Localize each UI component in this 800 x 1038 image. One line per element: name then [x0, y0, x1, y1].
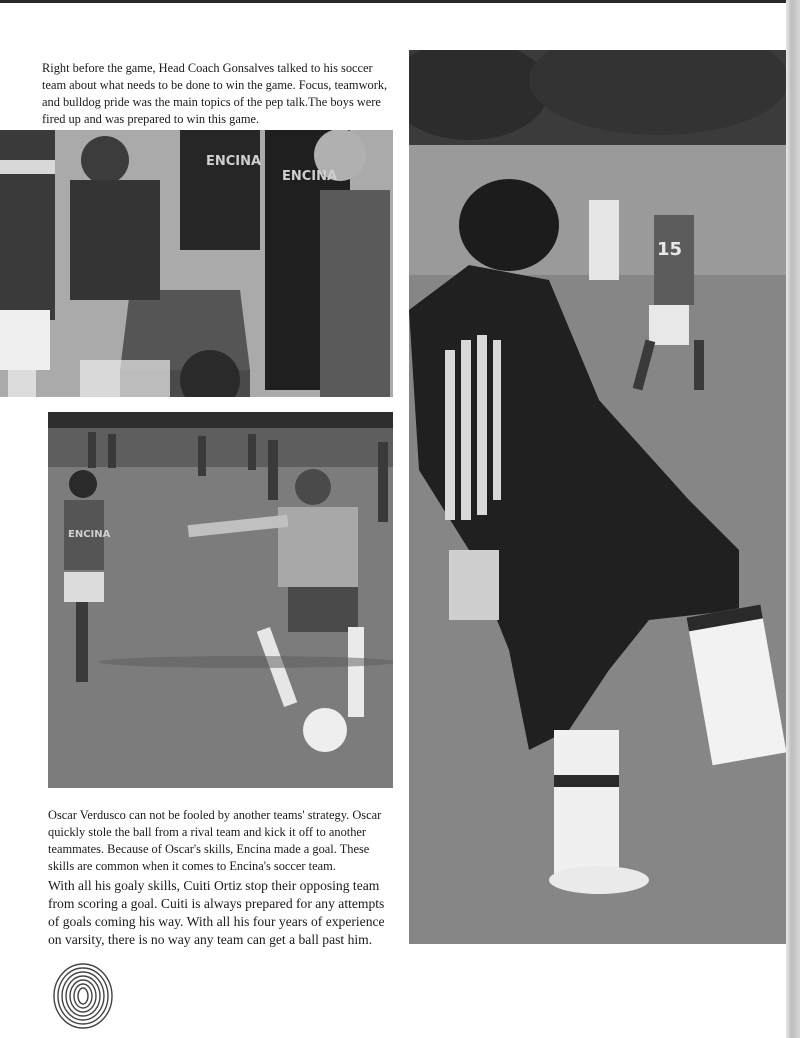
- page-top-edge: [0, 0, 800, 3]
- page-binding-edge: [786, 0, 800, 1038]
- jersey-text: ENCINA: [68, 529, 111, 540]
- jersey-text: ENCINA: [282, 169, 338, 184]
- jersey-text: ENCINA: [206, 154, 262, 169]
- oscar-action-photo: [48, 412, 393, 788]
- fingerprint-graphic: [52, 962, 114, 1030]
- cuiti-caption: With all his goaly skills, Cuiti Ortiz stop their opposing team from scoring a goal. Cuiti is always prepared for any attempts of goals coming his way. With all his four years of experience on varsity, there is no way any team can get a ball past him.: [48, 878, 385, 947]
- jersey-number: 15: [657, 239, 683, 260]
- pep-talk-photo: [0, 130, 393, 397]
- oscar-caption: Oscar Verdusco can not be fooled by another teams' strategy. Oscar quickly stole the ball from a rival team and kick it off to another teammates. Because of Oscar's skills, Encina made a goal. These skills are common when it comes to Encina's soccer team.: [48, 808, 382, 873]
- pep-talk-caption: Right before the game, Head Coach Gonsalves talked to his soccer team about what needs to be done to win the game. Focus, teamwork, and bulldog pride was the main topics of the pep talk.The boys were fired up and was prepared to win this game.: [42, 61, 388, 126]
- goalie-photo: [409, 50, 786, 944]
